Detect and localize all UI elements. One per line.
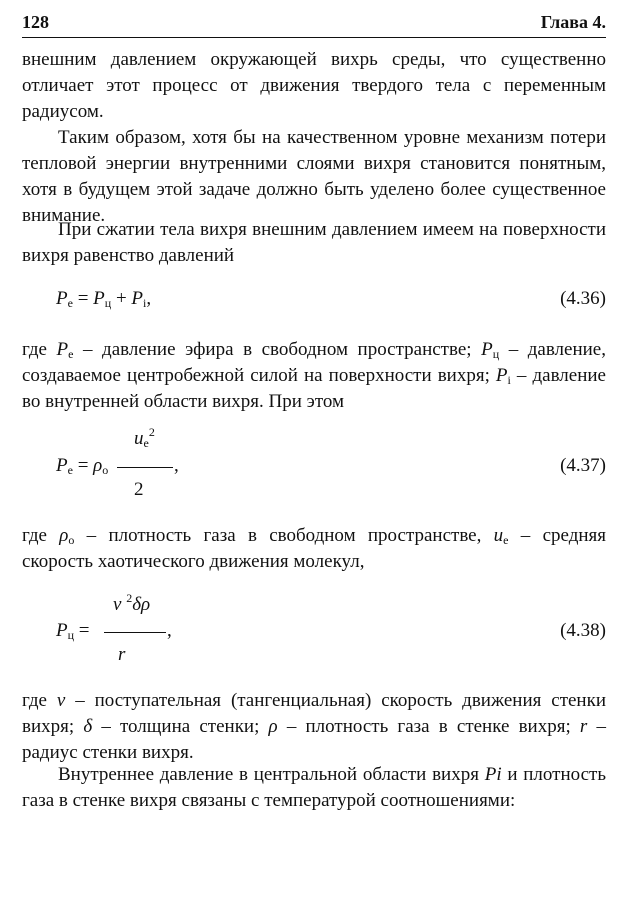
equation-4-38-lhs: $P_ц$ =	[56, 620, 90, 642]
equation-number-4-37: (4.37)	[560, 455, 606, 476]
equation-number-4-38: (4.38)	[560, 620, 606, 641]
page-number: 128	[22, 12, 49, 32]
equation-4-37-lhs: $P_е = \rho_о$	[56, 455, 109, 477]
fraction-bar-4-38	[104, 632, 166, 633]
equation-4-37-numerator: $u_е^2$	[134, 425, 155, 450]
paragraph-4: где $P_е$ – давление эфира в свободном пространстве; $P_ц$ – давление, создаваемое центробежной силой на поверхности вихря; $P_i$ – давление во внутренней области вихря. При этом	[22, 339, 606, 412]
paragraph-2: Таким образом, хотя бы на качественном уровне механизм потери тепловой энергии внутренними слоями вихря становится понятным, хотя в будущем этой задаче должно быть уделено более существенное внимание.	[22, 127, 606, 226]
paragraph-6: где v – поступательная (тангенциальная) скорость движения стенки вихря; δ – толщина стенки; ρ – плотность газа в стенке вихря; r – радиус стенки вихря.	[22, 690, 606, 763]
equation-4-38-denominator: r	[118, 644, 126, 665]
equation-4-38-numerator: v $^2$δρ	[113, 591, 151, 615]
equation-number-4-36: (4.36)	[560, 288, 606, 309]
paragraph-7: Внутреннее давление в центральной области вихря Pi и плотность газа в стенке вихря связаны с температурой соотношениями:	[22, 764, 607, 811]
equation-4-38-tail: ,	[167, 620, 172, 641]
equation-4-36: $P_е = P_ц + P_i$,	[56, 288, 152, 310]
paragraph-3: При сжатии тела вихря внешним давлением имеем на поверхности вихря равенство давлений	[22, 219, 606, 266]
page-header	[22, 12, 606, 36]
equation-4-37-tail: ,	[174, 455, 179, 476]
chapter-title: Глава 4.	[540, 12, 606, 32]
equation-4-37-denominator: 2	[134, 479, 144, 500]
paragraph-5: где $\rho_о$ – плотность газа в свободном пространстве, $u_е$ – средняя скорость хаотического движения молекул,	[22, 525, 607, 572]
header-rule	[22, 37, 606, 38]
paragraph-1: внешним давлением окружающей вихрь среды, что существенно отличает этот процесс от движения твердого тела с переменным радиусом.	[22, 49, 606, 122]
fraction-bar-4-37	[117, 467, 173, 468]
